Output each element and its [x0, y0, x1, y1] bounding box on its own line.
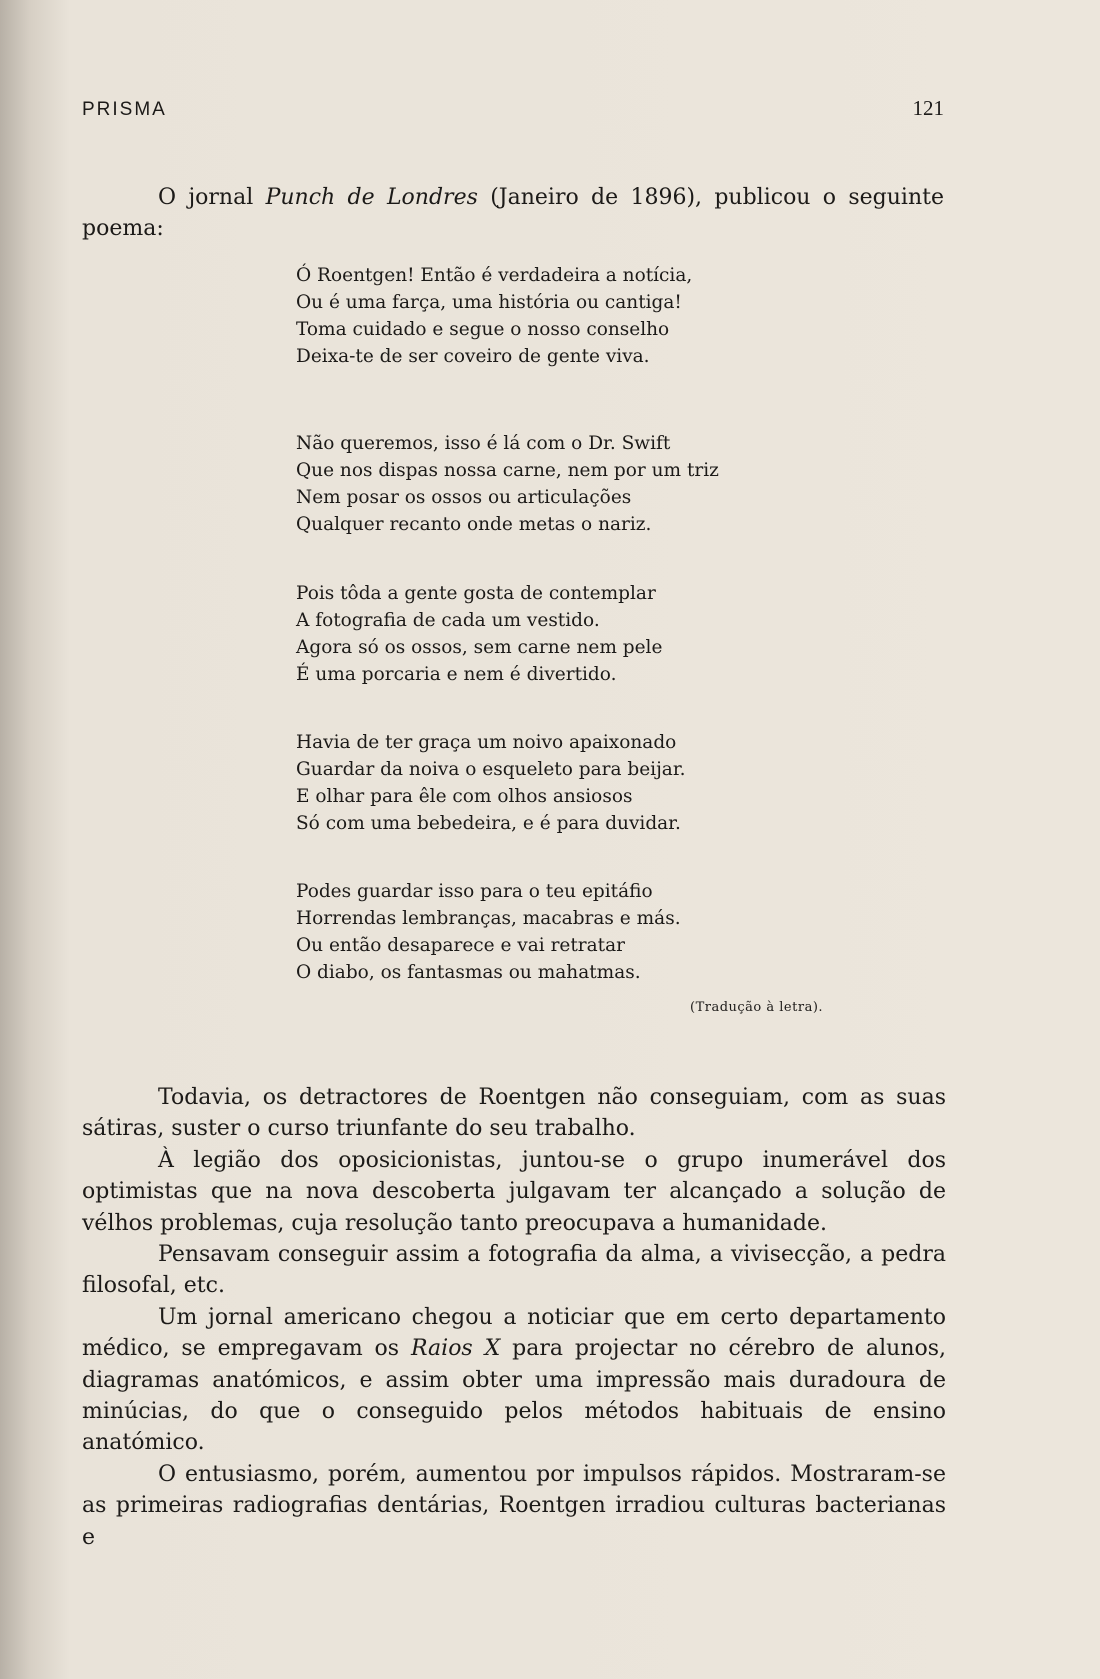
poem-line: Só com uma bebedeira, e é para duvidar.: [296, 813, 681, 834]
paragraph: Pensavam conseguir assim a fotografia da alma, a vivisecção, a pedra filosofal, etc.: [82, 1242, 946, 1299]
poem-line: Toma cuidado e segue o nosso conselho: [296, 319, 670, 340]
raios-x-term: Raios X: [410, 1336, 501, 1362]
poem-line: Não queremos, isso é lá com o Dr. Swift: [296, 433, 671, 454]
poem-line: Ou então desaparece e vai retratar: [296, 935, 625, 956]
paragraph: À legião dos oposicionistas, juntou-se o grupo inumerável dos optimistas que na nova descoberta julgavam ter alcançado a solução de vélhos problemas, cuja resolução tanto preocupava a humanidade.: [82, 1147, 946, 1236]
poem-line: Que nos dispas nossa carne, nem por um triz: [296, 460, 719, 481]
poem-stanza: [296, 580, 662, 688]
poem-stanza: [296, 430, 719, 538]
journal-title: PRISMA: [82, 99, 167, 120]
poem-line: A fotografia de cada um vestido.: [296, 610, 600, 631]
page-number: 121: [912, 96, 944, 120]
body-text: [82, 1082, 946, 1553]
poem-line: É uma porcaria e nem é divertido.: [296, 664, 617, 685]
paragraph: Todavia, os detractores de Roentgen não conseguiam, com as suas sátiras, suster o curso triunfante do seu trabalho.: [82, 1085, 946, 1142]
poem-line: Nem posar os ossos ou articulações: [296, 487, 632, 508]
paragraph: [82, 1302, 946, 1459]
running-header: [82, 96, 944, 121]
paragraph: O entusiasmo, porém, aumentou por impulsos rápidos. Mostraram-se as primeiras radiografias dentárias, Roentgen irradiou culturas bacterianas e: [82, 1461, 946, 1550]
poem-line: Pois tôda a gente gosta de contemplar: [296, 583, 656, 604]
poem-line: Podes guardar isso para o teu epitáfio: [296, 881, 653, 902]
poem-stanza: [296, 729, 686, 837]
intro-newspaper-name: Punch de Londres: [265, 185, 478, 210]
poem-line: Deixa-te de ser coveiro de gente viva.: [296, 346, 650, 367]
poem-line: O diabo, os fantasmas ou mahatmas.: [296, 962, 641, 983]
poem-line: Horrendas lembranças, macabras e más.: [296, 908, 681, 929]
poem-line: E olhar para êle com olhos ansiosos: [296, 786, 633, 807]
intro-paragraph: [82, 182, 944, 244]
intro-text-after: (Janeiro de 1896), publicou o seguinte poema:: [82, 185, 944, 241]
poem-stanza: [296, 878, 681, 986]
poem-line: Guardar da noiva o esqueleto para beijar.: [296, 759, 686, 780]
poem-line: Ou é uma farça, uma história ou cantiga!: [296, 292, 682, 313]
poem-line: Agora só os ossos, sem carne nem pele: [296, 637, 663, 658]
poem-line: Ó Roentgen! Então é verdadeira a notícia,: [296, 265, 693, 286]
paragraph-text-after: para projectar no cérebro de alunos, diagramas anatómicos, e assim obter uma impressão mais duradoura de minúcias, do que o conseguido pelos métodos habituais de ensino anatómico.: [82, 1336, 947, 1456]
translation-note: (Tradução à letra).: [690, 1000, 824, 1015]
paragraph-text-before: Um jornal americano chegou a noticiar que em certo departamento médico, se empregavam os: [82, 1304, 946, 1362]
poem-line: Qualquer recanto onde metas o nariz.: [296, 514, 652, 535]
poem-stanza: [296, 262, 692, 370]
poem-line: Havia de ter graça um noivo apaixonado: [296, 732, 677, 753]
intro-text-before: O jornal: [158, 185, 266, 210]
